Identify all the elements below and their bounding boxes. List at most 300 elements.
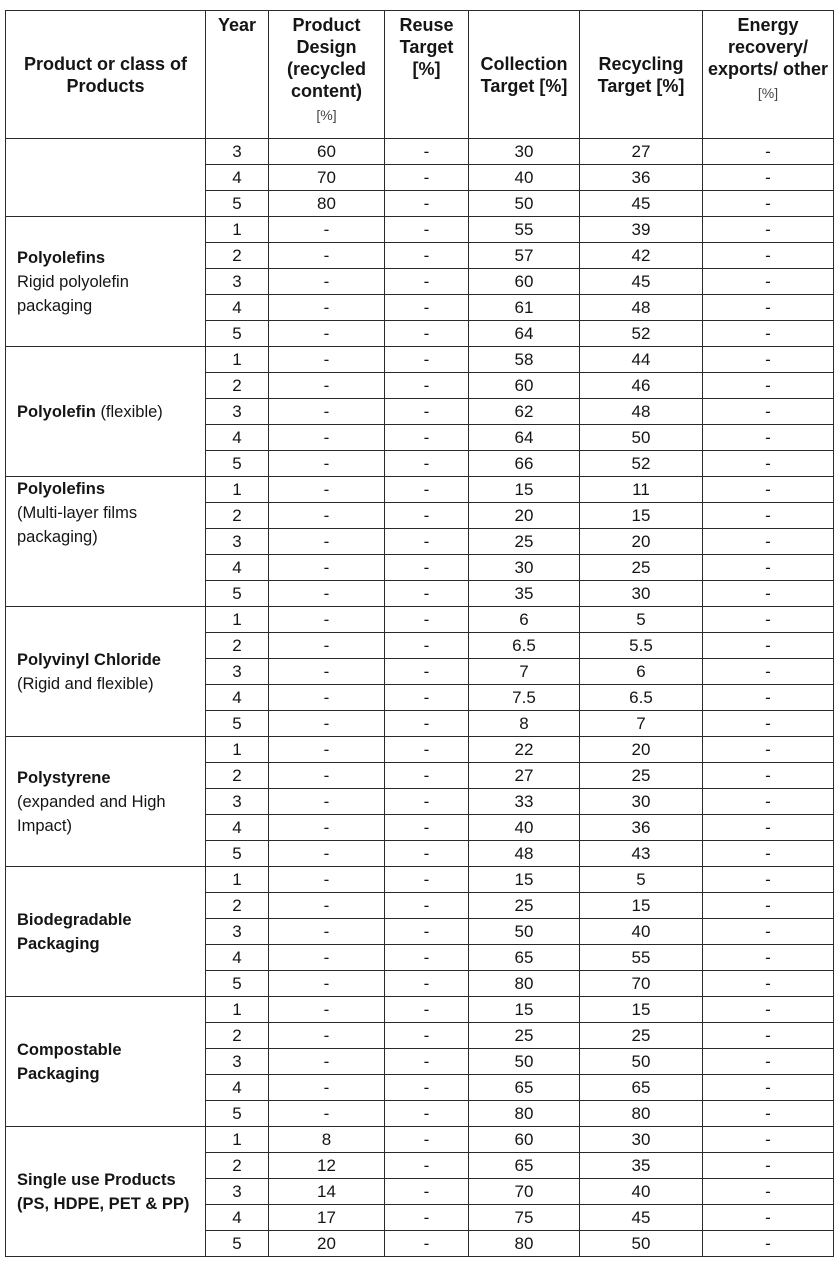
recycling-cell: 30: [580, 1127, 703, 1153]
collection-cell: 6: [469, 607, 580, 633]
table-row: [6, 737, 834, 763]
reuse-cell: -: [385, 425, 469, 451]
reuse-cell: -: [385, 763, 469, 789]
design-cell: 14: [269, 1179, 385, 1205]
collection-cell: 15: [469, 867, 580, 893]
energy-cell: -: [703, 763, 834, 789]
reuse-cell: -: [385, 633, 469, 659]
design-cell: -: [269, 1023, 385, 1049]
recycling-cell: 39: [580, 217, 703, 243]
design-cell: 12: [269, 1153, 385, 1179]
recycling-cell: 50: [580, 425, 703, 451]
reuse-cell: -: [385, 399, 469, 425]
year-cell: 1: [206, 997, 269, 1023]
reuse-cell: -: [385, 919, 469, 945]
product-class-cell: [6, 217, 206, 347]
recycling-cell: 65: [580, 1075, 703, 1101]
collection-cell: 61: [469, 295, 580, 321]
design-cell: -: [269, 867, 385, 893]
energy-cell: -: [703, 1101, 834, 1127]
reuse-cell: -: [385, 451, 469, 477]
energy-cell: -: [703, 737, 834, 763]
year-cell: 5: [206, 841, 269, 867]
recycling-cell: 48: [580, 295, 703, 321]
year-cell: 5: [206, 1231, 269, 1257]
energy-cell: -: [703, 789, 834, 815]
reuse-cell: -: [385, 1153, 469, 1179]
recycling-cell: 7: [580, 711, 703, 737]
design-cell: 17: [269, 1205, 385, 1231]
recycling-cell: 52: [580, 451, 703, 477]
design-cell: -: [269, 919, 385, 945]
collection-cell: 6.5: [469, 633, 580, 659]
recycling-cell: 6.5: [580, 685, 703, 711]
collection-cell: 15: [469, 997, 580, 1023]
year-cell: 4: [206, 555, 269, 581]
reuse-cell: -: [385, 555, 469, 581]
reuse-cell: -: [385, 685, 469, 711]
collection-cell: 70: [469, 1179, 580, 1205]
energy-cell: -: [703, 373, 834, 399]
recycling-cell: 46: [580, 373, 703, 399]
year-cell: 1: [206, 867, 269, 893]
energy-cell: -: [703, 555, 834, 581]
recycling-cell: 25: [580, 1023, 703, 1049]
energy-cell: -: [703, 1231, 834, 1257]
header-reuse: Reuse Target [%]: [385, 11, 469, 139]
year-cell: 3: [206, 399, 269, 425]
reuse-cell: -: [385, 165, 469, 191]
collection-cell: 7.5: [469, 685, 580, 711]
recycling-cell: 5.5: [580, 633, 703, 659]
design-cell: -: [269, 1101, 385, 1127]
energy-cell: -: [703, 529, 834, 555]
year-cell: 1: [206, 347, 269, 373]
energy-cell: -: [703, 997, 834, 1023]
recycling-cell: 50: [580, 1231, 703, 1257]
product-class-cell: [6, 347, 206, 477]
design-cell: -: [269, 529, 385, 555]
collection-cell: 58: [469, 347, 580, 373]
product-class-detail: (flexible): [100, 402, 163, 421]
design-cell: -: [269, 503, 385, 529]
design-cell: 60: [269, 139, 385, 165]
design-cell: 80: [269, 191, 385, 217]
design-cell: -: [269, 555, 385, 581]
reuse-cell: -: [385, 659, 469, 685]
recycling-cell: 20: [580, 737, 703, 763]
product-class-name: Polyvinyl Chloride: [17, 650, 161, 669]
recycling-cell: 20: [580, 529, 703, 555]
energy-cell: -: [703, 659, 834, 685]
recycling-cell: 36: [580, 815, 703, 841]
reuse-cell: -: [385, 1049, 469, 1075]
energy-cell: -: [703, 841, 834, 867]
energy-cell: -: [703, 217, 834, 243]
collection-cell: 20: [469, 503, 580, 529]
year-cell: 4: [206, 685, 269, 711]
design-cell: -: [269, 373, 385, 399]
year-cell: 3: [206, 1049, 269, 1075]
year-cell: 2: [206, 243, 269, 269]
reuse-cell: -: [385, 1075, 469, 1101]
collection-cell: 80: [469, 1101, 580, 1127]
product-class-cell: [6, 477, 206, 607]
year-cell: 3: [206, 659, 269, 685]
energy-cell: -: [703, 685, 834, 711]
reuse-cell: -: [385, 373, 469, 399]
collection-cell: 7: [469, 659, 580, 685]
collection-cell: 60: [469, 269, 580, 295]
product-class-name: Polyolefin: [17, 402, 96, 421]
design-cell: -: [269, 321, 385, 347]
table-row: [6, 477, 834, 503]
product-class-cell: [6, 997, 206, 1127]
reuse-cell: -: [385, 945, 469, 971]
header-collection: Collection Target [%]: [469, 11, 580, 139]
collection-cell: 65: [469, 1075, 580, 1101]
energy-cell: -: [703, 1179, 834, 1205]
product-class-name: Polyolefins: [17, 248, 106, 267]
energy-cell: -: [703, 581, 834, 607]
recycling-cell: 11: [580, 477, 703, 503]
collection-cell: 40: [469, 165, 580, 191]
reuse-cell: -: [385, 711, 469, 737]
collection-cell: 66: [469, 451, 580, 477]
product-class-cell: [6, 139, 206, 217]
collection-cell: 50: [469, 1049, 580, 1075]
header-row: [6, 11, 834, 139]
reuse-cell: -: [385, 1179, 469, 1205]
product-class-cell: [6, 607, 206, 737]
reuse-cell: -: [385, 789, 469, 815]
reuse-cell: -: [385, 1205, 469, 1231]
collection-cell: 60: [469, 1127, 580, 1153]
collection-cell: 60: [469, 373, 580, 399]
year-cell: 4: [206, 295, 269, 321]
collection-cell: 64: [469, 425, 580, 451]
design-cell: -: [269, 789, 385, 815]
energy-cell: -: [703, 1023, 834, 1049]
recycling-cell: 43: [580, 841, 703, 867]
recycling-cell: 35: [580, 1153, 703, 1179]
reuse-cell: -: [385, 997, 469, 1023]
year-cell: 5: [206, 581, 269, 607]
reuse-cell: -: [385, 269, 469, 295]
energy-cell: -: [703, 425, 834, 451]
collection-cell: 8: [469, 711, 580, 737]
product-class-detail: (expanded and High Impact): [17, 792, 166, 835]
year-cell: 2: [206, 893, 269, 919]
reuse-cell: -: [385, 841, 469, 867]
collection-cell: 57: [469, 243, 580, 269]
year-cell: 1: [206, 477, 269, 503]
table-row: [6, 997, 834, 1023]
header-design: [269, 11, 385, 139]
collection-cell: 22: [469, 737, 580, 763]
energy-cell: -: [703, 347, 834, 373]
design-cell: -: [269, 295, 385, 321]
design-cell: -: [269, 1049, 385, 1075]
targets-table: [5, 10, 834, 1257]
year-cell: 2: [206, 373, 269, 399]
recycling-cell: 80: [580, 1101, 703, 1127]
design-cell: -: [269, 451, 385, 477]
design-cell: -: [269, 347, 385, 373]
reuse-cell: -: [385, 1231, 469, 1257]
header-year: Year: [206, 11, 269, 139]
collection-cell: 25: [469, 893, 580, 919]
year-cell: 2: [206, 763, 269, 789]
table-row: [6, 1127, 834, 1153]
year-cell: 3: [206, 529, 269, 555]
recycling-cell: 5: [580, 867, 703, 893]
collection-cell: 64: [469, 321, 580, 347]
recycling-cell: 40: [580, 919, 703, 945]
recycling-cell: 27: [580, 139, 703, 165]
recycling-cell: 45: [580, 269, 703, 295]
design-cell: -: [269, 971, 385, 997]
recycling-cell: 70: [580, 971, 703, 997]
energy-cell: -: [703, 295, 834, 321]
year-cell: 4: [206, 165, 269, 191]
table-row: [6, 217, 834, 243]
table-row: [6, 139, 834, 165]
energy-cell: -: [703, 971, 834, 997]
product-class-name: Polyolefins: [17, 480, 106, 498]
reuse-cell: -: [385, 529, 469, 555]
design-cell: 8: [269, 1127, 385, 1153]
recycling-cell: 44: [580, 347, 703, 373]
collection-cell: 33: [469, 789, 580, 815]
recycling-cell: 25: [580, 555, 703, 581]
reuse-cell: -: [385, 581, 469, 607]
year-cell: 5: [206, 971, 269, 997]
recycling-cell: 55: [580, 945, 703, 971]
recycling-cell: 30: [580, 789, 703, 815]
energy-cell: -: [703, 139, 834, 165]
collection-cell: 40: [469, 815, 580, 841]
energy-cell: -: [703, 633, 834, 659]
design-cell: -: [269, 633, 385, 659]
collection-cell: 50: [469, 191, 580, 217]
design-cell: -: [269, 893, 385, 919]
energy-cell: -: [703, 191, 834, 217]
header-energy: [703, 11, 834, 139]
collection-cell: 25: [469, 1023, 580, 1049]
reuse-cell: -: [385, 321, 469, 347]
reuse-cell: -: [385, 217, 469, 243]
table-row: [6, 867, 834, 893]
table-row: [6, 347, 834, 373]
energy-cell: -: [703, 451, 834, 477]
recycling-cell: 45: [580, 1205, 703, 1231]
collection-cell: 25: [469, 529, 580, 555]
energy-cell: -: [703, 1205, 834, 1231]
design-cell: -: [269, 399, 385, 425]
energy-cell: -: [703, 867, 834, 893]
year-cell: 4: [206, 945, 269, 971]
reuse-cell: -: [385, 191, 469, 217]
design-cell: -: [269, 581, 385, 607]
reuse-cell: -: [385, 1101, 469, 1127]
energy-cell: -: [703, 477, 834, 503]
energy-cell: -: [703, 893, 834, 919]
design-cell: -: [269, 1075, 385, 1101]
recycling-cell: 15: [580, 503, 703, 529]
design-cell: -: [269, 711, 385, 737]
reuse-cell: -: [385, 867, 469, 893]
reuse-cell: -: [385, 295, 469, 321]
year-cell: 4: [206, 815, 269, 841]
design-cell: -: [269, 737, 385, 763]
collection-cell: 30: [469, 555, 580, 581]
header-energy-unit: [%]: [757, 85, 779, 101]
reuse-cell: -: [385, 477, 469, 503]
design-cell: -: [269, 997, 385, 1023]
year-cell: 1: [206, 1127, 269, 1153]
year-cell: 3: [206, 139, 269, 165]
reuse-cell: -: [385, 503, 469, 529]
year-cell: 5: [206, 191, 269, 217]
recycling-cell: 52: [580, 321, 703, 347]
year-cell: 3: [206, 1179, 269, 1205]
product-class-name: Polystyrene: [17, 768, 111, 787]
header-product: Product or class of Products: [6, 11, 206, 139]
table-row: [6, 607, 834, 633]
product-class-name: Biodegradable Packaging: [17, 910, 132, 953]
recycling-cell: 42: [580, 243, 703, 269]
header-recycling: Recycling Target [%]: [580, 11, 703, 139]
year-cell: 2: [206, 503, 269, 529]
design-cell: 20: [269, 1231, 385, 1257]
collection-cell: 30: [469, 139, 580, 165]
design-cell: -: [269, 243, 385, 269]
energy-cell: -: [703, 945, 834, 971]
energy-cell: -: [703, 503, 834, 529]
reuse-cell: -: [385, 139, 469, 165]
reuse-cell: -: [385, 243, 469, 269]
recycling-cell: 48: [580, 399, 703, 425]
energy-cell: -: [703, 399, 834, 425]
reuse-cell: -: [385, 737, 469, 763]
energy-cell: -: [703, 919, 834, 945]
recycling-cell: 50: [580, 1049, 703, 1075]
reuse-cell: -: [385, 815, 469, 841]
energy-cell: -: [703, 165, 834, 191]
header-energy-label: Energy recovery/ exports/ other: [707, 15, 829, 79]
design-cell: -: [269, 607, 385, 633]
year-cell: 3: [206, 269, 269, 295]
collection-cell: 50: [469, 919, 580, 945]
collection-cell: 35: [469, 581, 580, 607]
year-cell: 1: [206, 217, 269, 243]
header-design-unit: [%]: [316, 107, 337, 123]
product-class-detail: (Multi-layer films packaging): [17, 504, 138, 546]
recycling-cell: 15: [580, 997, 703, 1023]
year-cell: 4: [206, 1075, 269, 1101]
year-cell: 1: [206, 737, 269, 763]
collection-cell: 55: [469, 217, 580, 243]
collection-cell: 75: [469, 1205, 580, 1231]
year-cell: 2: [206, 1023, 269, 1049]
design-cell: -: [269, 217, 385, 243]
product-class-name: Single use Products (PS, HDPE, PET & PP): [17, 1170, 190, 1213]
recycling-cell: 6: [580, 659, 703, 685]
year-cell: 1: [206, 607, 269, 633]
design-cell: -: [269, 763, 385, 789]
reuse-cell: -: [385, 1127, 469, 1153]
energy-cell: -: [703, 1127, 834, 1153]
design-cell: -: [269, 659, 385, 685]
energy-cell: -: [703, 711, 834, 737]
energy-cell: -: [703, 269, 834, 295]
product-class-detail: (Rigid and flexible): [17, 674, 154, 693]
reuse-cell: -: [385, 607, 469, 633]
table-body: [6, 139, 834, 1257]
energy-cell: -: [703, 1049, 834, 1075]
year-cell: 4: [206, 425, 269, 451]
collection-cell: 48: [469, 841, 580, 867]
product-class-name: Compostable Packaging: [17, 1040, 122, 1083]
collection-cell: 65: [469, 945, 580, 971]
collection-cell: 62: [469, 399, 580, 425]
recycling-cell: 45: [580, 191, 703, 217]
recycling-cell: 40: [580, 1179, 703, 1205]
design-cell: -: [269, 685, 385, 711]
product-class-cell: [6, 867, 206, 997]
product-class-detail: Rigid polyolefin packaging: [17, 272, 129, 315]
reuse-cell: -: [385, 347, 469, 373]
year-cell: 3: [206, 919, 269, 945]
energy-cell: -: [703, 243, 834, 269]
collection-cell: 27: [469, 763, 580, 789]
year-cell: 2: [206, 633, 269, 659]
year-cell: 4: [206, 1205, 269, 1231]
reuse-cell: -: [385, 893, 469, 919]
year-cell: 3: [206, 789, 269, 815]
design-cell: -: [269, 815, 385, 841]
recycling-cell: 36: [580, 165, 703, 191]
recycling-cell: 15: [580, 893, 703, 919]
energy-cell: -: [703, 1153, 834, 1179]
design-cell: -: [269, 841, 385, 867]
design-cell: -: [269, 945, 385, 971]
design-cell: -: [269, 269, 385, 295]
year-cell: 5: [206, 321, 269, 347]
energy-cell: -: [703, 1075, 834, 1101]
energy-cell: -: [703, 321, 834, 347]
product-class-cell: [6, 1127, 206, 1257]
year-cell: 2: [206, 1153, 269, 1179]
design-cell: -: [269, 477, 385, 503]
recycling-cell: 5: [580, 607, 703, 633]
reuse-cell: -: [385, 1023, 469, 1049]
collection-cell: 65: [469, 1153, 580, 1179]
energy-cell: -: [703, 815, 834, 841]
reuse-cell: -: [385, 971, 469, 997]
design-cell: 70: [269, 165, 385, 191]
design-cell: -: [269, 425, 385, 451]
recycling-cell: 30: [580, 581, 703, 607]
energy-cell: -: [703, 607, 834, 633]
year-cell: 5: [206, 711, 269, 737]
header-design-label: Product Design (recycled content): [286, 15, 367, 101]
collection-cell: 15: [469, 477, 580, 503]
year-cell: 5: [206, 451, 269, 477]
recycling-cell: 25: [580, 763, 703, 789]
product-class-cell: [6, 737, 206, 867]
